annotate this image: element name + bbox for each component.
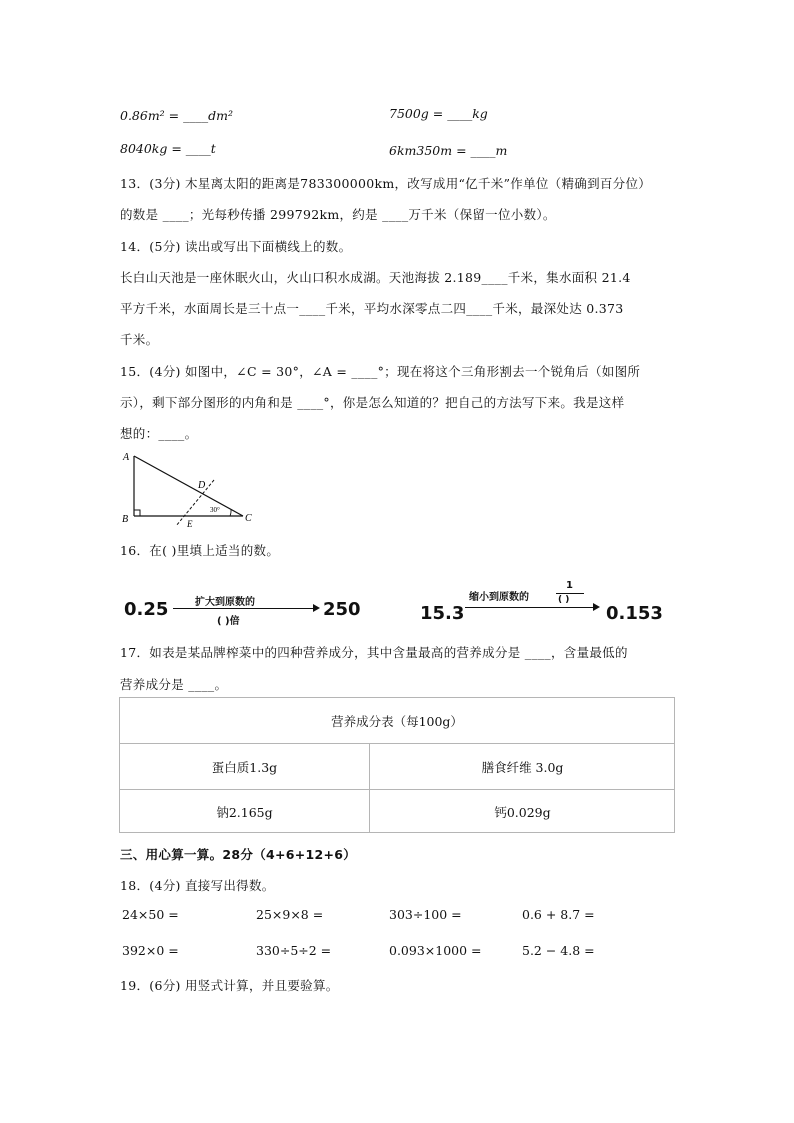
label-d: D (198, 480, 206, 491)
q16-left-start: 0.25 (124, 599, 169, 620)
q18-r1-c1: 24×50 = (122, 907, 179, 922)
q14-line3: 千米。 (120, 332, 159, 347)
q16-right-denominator: ( ) (558, 595, 570, 605)
q16-left-end: 250 (323, 599, 361, 620)
q16-right-arrow (465, 607, 595, 608)
angle-label: 30° (210, 506, 220, 514)
q15-line1: 15．(4分) 如图中，∠C = 30°，∠A = ____°；现在将这个三角形割去一个锐角后（如图所 (120, 364, 641, 379)
q19-title: 19．(6分) 用竖式计算，并且要验算。 (120, 978, 339, 993)
side-ac (134, 456, 243, 516)
conversion-1: 0.86m² = ____dm² (120, 108, 233, 123)
q14-line2: 平方千米，水面周长是三十点一____千米，平均水深零点二四____千米，最深处达 0.373 (120, 301, 624, 316)
q16-fraction-bar (556, 593, 584, 594)
q16-right-numerator: 1 (566, 580, 573, 591)
q16-right-arrow-head (593, 603, 600, 611)
q18-r1-c2: 25×9×8 = (256, 907, 324, 922)
q18-title: 18．(4分) 直接写出得数。 (120, 878, 275, 893)
table-cell-calcium: 钙0.029g (494, 804, 551, 820)
cut-line (176, 480, 214, 526)
nutrition-table (119, 697, 675, 833)
q16-left-arrow-label: 扩大到原数的 (195, 597, 255, 608)
conversion-4: 6km350m = ____m (389, 143, 508, 158)
table-cell-fiber: 膳食纤维 3.0g (481, 759, 564, 775)
q16-left-arrow-head (313, 604, 320, 612)
label-b: B (122, 514, 129, 525)
q15-line3: 想的：____。 (120, 426, 198, 441)
q18-r2-c3: 0.093×1000 = (389, 943, 482, 958)
angle-arc (230, 510, 231, 517)
q18-r1-c4: 0.6 + 8.7 = (522, 907, 595, 922)
q16-left-arrow (173, 608, 315, 609)
conversion-2: 7500g = ____kg (389, 106, 488, 121)
q16-left-blank: ( )倍 (217, 616, 240, 627)
q17-line1: 17．如表是某品牌榨菜中的四种营养成分，其中含量最高的营养成分是 ____，含量最低的 (120, 645, 628, 660)
q16-right-start: 15.3 (420, 603, 465, 624)
q18-r1-c3: 303÷100 = (389, 907, 462, 922)
table-cell-protein: 蛋白质1.3g (211, 759, 278, 775)
q13-line2: 的数是 ____；光每秒传播 299792km，约是 ____万千米（保留一位小数）。 (120, 207, 556, 222)
q18-r2-c1: 392×0 = (122, 943, 179, 958)
q16-right-arrow-label: 缩小到原数的 (469, 592, 529, 603)
q16-title: 16．在( )里填上适当的数。 (120, 543, 280, 558)
label-a: A (123, 452, 130, 463)
right-angle-mark (134, 510, 140, 516)
table-cell-sodium: 钠2.165g (216, 804, 273, 820)
q15-line2: 示），剩下部分图形的内角和是 ____°，你是怎么知道的？把自己的方法写下来。我是这样 (120, 395, 625, 410)
q17-line2: 营养成分是 ____。 (120, 677, 228, 692)
q14-line1: 长白山天池是一座休眠火山，火山口积水成湖。天池海拔 2.189____千米，集水面积 21.4 (120, 270, 631, 285)
conversion-3: 8040kg = ____t (120, 141, 216, 156)
label-c: C (245, 513, 252, 524)
table-title: 营养成分表（每100g） (331, 713, 463, 729)
q18-r2-c2: 330÷5÷2 = (256, 943, 332, 958)
table-column-divider (369, 743, 370, 833)
section-3-heading: 三、用心算一算。28分（4+6+12+6） (120, 847, 357, 862)
q16-right-end: 0.153 (606, 603, 663, 624)
q13-line1: 13．(3分) 木星离太阳的距离是783300000km，改写成用“亿千米”作单位（精确到百分位） (120, 176, 652, 191)
triangle-figure (118, 448, 258, 528)
q18-r2-c4: 5.2 − 4.8 = (522, 943, 595, 958)
q14-title: 14．(5分) 读出或写出下面横线上的数。 (120, 239, 352, 254)
label-e: E (187, 519, 193, 528)
